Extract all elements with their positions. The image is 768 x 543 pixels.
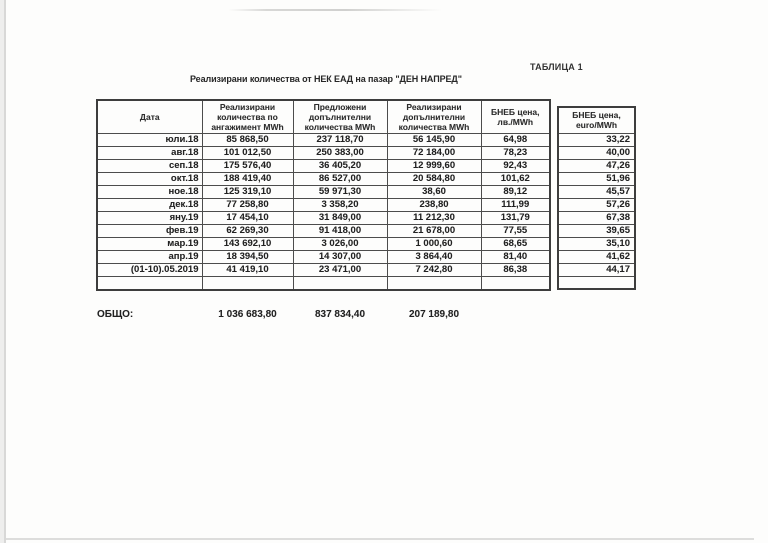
price-bgn-cell: 89,12	[481, 186, 550, 199]
table-row	[97, 147, 550, 160]
offered-additional-cell: 59 971,30	[293, 186, 387, 199]
table-row	[97, 225, 550, 238]
column-header-realized-additional: Реализирани допълнителни количества MWh	[387, 100, 481, 134]
offered-additional-cell: 31 849,00	[293, 212, 387, 225]
realized-committed-cell: 18 394,50	[202, 251, 293, 264]
date-cell: (01-10).05.2019	[97, 264, 202, 277]
date-cell: мар.19	[97, 238, 202, 251]
price-eur-cell: 45,57	[558, 185, 635, 198]
price-bgn-cell	[481, 277, 550, 290]
table-row	[97, 134, 550, 147]
table-row	[558, 172, 635, 185]
offered-additional-cell: 91 418,00	[293, 225, 387, 238]
price-eur-cell: 51,96	[558, 172, 635, 185]
realized-committed-cell: 125 319,10	[202, 186, 293, 199]
realized-additional-cell: 20 584,80	[387, 173, 481, 186]
realized-committed-cell: 77 258,80	[202, 199, 293, 212]
price-bgn-cell: 77,55	[481, 225, 550, 238]
price-bgn-cell: 81,40	[481, 251, 550, 264]
header-row	[97, 100, 550, 134]
date-cell: юли.18	[97, 134, 202, 147]
offered-additional-cell: 3 026,00	[293, 238, 387, 251]
offered-additional-cell: 23 471,00	[293, 264, 387, 277]
date-cell: дек.18	[97, 199, 202, 212]
price-eur-cell: 67,38	[558, 211, 635, 224]
realized-committed-cell: 41 419,10	[202, 264, 293, 277]
realized-additional-cell: 11 212,30	[387, 212, 481, 225]
realized-committed-cell: 101 012,50	[202, 147, 293, 160]
price-eur-cell: 33,22	[558, 133, 635, 146]
quantities-table-group	[96, 99, 636, 291]
date-cell: апр.19	[97, 251, 202, 264]
date-cell: сеп.18	[97, 160, 202, 173]
scan-edge-left	[4, 0, 6, 543]
offered-additional-cell: 3 358,20	[293, 199, 387, 212]
table-row	[97, 277, 550, 290]
realized-additional-cell: 238,80	[387, 199, 481, 212]
main-quantities-table	[96, 99, 551, 291]
total-realized-additional: 207 189,80	[408, 309, 460, 320]
realized-additional-cell: 21 678,00	[387, 225, 481, 238]
price-eur-cell: 57,26	[558, 198, 635, 211]
date-cell: окт.18	[97, 173, 202, 186]
realized-committed-cell: 188 419,40	[202, 173, 293, 186]
offered-additional-cell: 14 307,00	[293, 251, 387, 264]
main-table-body	[97, 134, 550, 290]
price-bgn-cell: 92,43	[481, 160, 550, 173]
table-row	[558, 237, 635, 250]
table-row	[97, 212, 550, 225]
table-row	[97, 186, 550, 199]
price-eur-cell: 39,65	[558, 224, 635, 237]
scan-edge-bottom	[6, 538, 754, 540]
table-row	[558, 211, 635, 224]
price-bgn-cell: 78,23	[481, 147, 550, 160]
euro-price-table	[557, 106, 636, 290]
price-eur-cell: 44,17	[558, 263, 635, 276]
realized-additional-cell	[387, 277, 481, 290]
table-row	[558, 263, 635, 276]
date-cell: ное.18	[97, 186, 202, 199]
offered-additional-cell: 250 383,00	[293, 147, 387, 160]
totals-row	[96, 308, 481, 321]
table-row	[97, 264, 550, 277]
table-row	[558, 198, 635, 211]
realized-committed-cell: 175 576,40	[202, 160, 293, 173]
offered-additional-cell: 237 118,70	[293, 134, 387, 147]
realized-additional-cell: 3 864,40	[387, 251, 481, 264]
price-eur-cell: 41,62	[558, 250, 635, 263]
realized-additional-cell: 72 184,00	[387, 147, 481, 160]
price-eur-cell: 47,26	[558, 159, 635, 172]
euro-table-body	[558, 133, 635, 289]
realized-committed-cell	[202, 277, 293, 290]
realized-committed-cell: 143 692,10	[202, 238, 293, 251]
date-cell	[97, 277, 202, 290]
date-cell: фев.19	[97, 225, 202, 238]
table-row	[558, 250, 635, 263]
date-cell: авг.18	[97, 147, 202, 160]
price-bgn-cell: 131,79	[481, 212, 550, 225]
price-eur-cell: 35,10	[558, 237, 635, 250]
table-row	[97, 199, 550, 212]
realized-additional-cell: 56 145,90	[387, 134, 481, 147]
price-bgn-cell: 68,65	[481, 238, 550, 251]
price-eur-cell	[558, 276, 635, 289]
totals-label: ОБЩО:	[97, 309, 134, 320]
table-label: ТАБЛИЦА 1	[530, 62, 583, 72]
realized-additional-cell: 7 242,80	[387, 264, 481, 277]
document-title: Реализирани количества от НЕК ЕАД на пазар "ДЕН НАПРЕД"	[190, 74, 462, 84]
realized-committed-cell: 62 269,30	[202, 225, 293, 238]
offered-additional-cell: 86 527,00	[293, 173, 387, 186]
table-row	[97, 238, 550, 251]
column-header-price-bgn: БНЕБ цена, лв./MWh	[481, 100, 550, 134]
date-cell: яну.19	[97, 212, 202, 225]
table-row	[558, 133, 635, 146]
price-bgn-cell: 64,98	[481, 134, 550, 147]
column-header-price-eur: БНЕБ цена, euro/MWh	[558, 107, 635, 133]
total-offered-additional: 837 834,40	[314, 309, 366, 320]
price-bgn-cell: 101,62	[481, 173, 550, 186]
offered-additional-cell: 36 405,20	[293, 160, 387, 173]
column-header-date: Дата	[97, 100, 202, 134]
table-row	[558, 159, 635, 172]
euro-header-row	[558, 107, 635, 133]
scan-smudge-top	[228, 9, 442, 11]
table-row	[97, 251, 550, 264]
table-row	[558, 224, 635, 237]
column-header-offered-additional: Предложени допълнителни количества MWh	[293, 100, 387, 134]
price-eur-cell: 40,00	[558, 146, 635, 159]
table-row	[97, 173, 550, 186]
price-bgn-cell: 111,99	[481, 199, 550, 212]
table-row	[558, 185, 635, 198]
realized-additional-cell: 12 999,60	[387, 160, 481, 173]
column-header-realized-committed: Реализирани количества по ангажимент MWh	[202, 100, 293, 134]
table-row	[558, 146, 635, 159]
offered-additional-cell	[293, 277, 387, 290]
table-row	[97, 160, 550, 173]
table-row	[558, 276, 635, 289]
total-realized-committed: 1 036 683,80	[218, 309, 277, 320]
realized-committed-cell: 85 868,50	[202, 134, 293, 147]
realized-additional-cell: 38,60	[387, 186, 481, 199]
realized-additional-cell: 1 000,60	[387, 238, 481, 251]
realized-committed-cell: 17 454,10	[202, 212, 293, 225]
price-bgn-cell: 86,38	[481, 264, 550, 277]
